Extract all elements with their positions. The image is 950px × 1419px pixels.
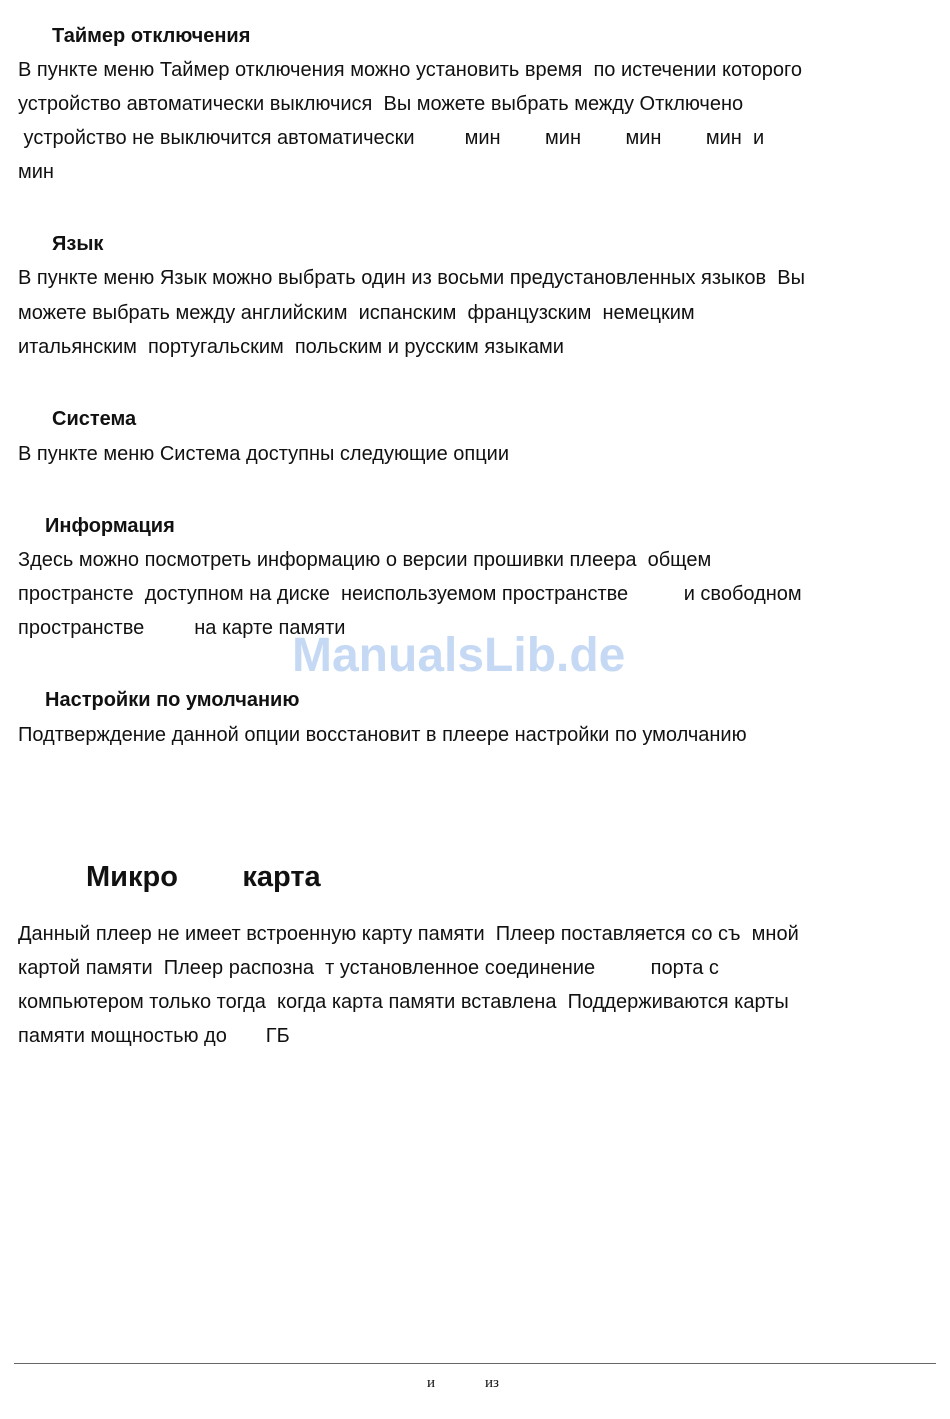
- paragraph-line: В пункте меню Система доступны следующие опции: [18, 443, 510, 465]
- paragraph-line: устройство не выключится автоматически мин мин мин мин и: [18, 127, 765, 149]
- footer-divider: [14, 1363, 936, 1364]
- section-heading-sleep-timer: Таймер отключения: [52, 25, 251, 47]
- watermark: ManualsLib.de: [292, 629, 626, 682]
- paragraph-line: можете выбрать между английским испанским французским немецким: [18, 302, 695, 324]
- paragraph-line: Данный плеер не имеет встроенную карту памяти Плеер поставляется со съ мной: [18, 923, 799, 945]
- footer-page-text-left: и: [427, 1375, 436, 1391]
- paragraph-line: компьютером только тогда когда карта памяти вставлена Поддерживаются карты: [18, 991, 789, 1013]
- paragraph-line: пространстве на карте памяти: [18, 617, 346, 639]
- footer-page-text-right: из: [485, 1375, 499, 1391]
- paragraph-line: итальянским португальским польским и русским языками: [18, 336, 564, 358]
- paragraph-line: памяти мощностью до ГБ: [18, 1025, 290, 1047]
- section-heading-language: Язык: [52, 233, 104, 255]
- paragraph-line: мин: [18, 161, 54, 183]
- paragraph-line: Здесь можно посмотреть информацию о версии прошивки плеера общем: [18, 549, 712, 571]
- paragraph-line: Подтверждение данной опции восстановит в плеере настройки по умолчанию: [18, 724, 747, 746]
- paragraph-line: В пункте меню Таймер отключения можно установить время по истечении которого: [18, 59, 802, 81]
- paragraph-line: картой памяти Плеер распозна т установленное соединение порта с: [18, 957, 719, 979]
- paragraph-line: В пункте меню Язык можно выбрать один из восьми предустановленных языков Вы: [18, 267, 805, 289]
- paragraph-line: устройство автоматически выключися Вы можете выбрать между Отключено: [18, 93, 744, 115]
- paragraph-line: пространсте доступном на диске неиспользуемом пространстве и свободном: [18, 583, 802, 605]
- section-heading-system: Система: [52, 408, 137, 430]
- chapter-heading-micro-card: Микро карта: [86, 861, 321, 893]
- section-heading-default-settings: Настройки по умолчанию: [45, 689, 300, 711]
- section-heading-information: Информация: [45, 515, 175, 537]
